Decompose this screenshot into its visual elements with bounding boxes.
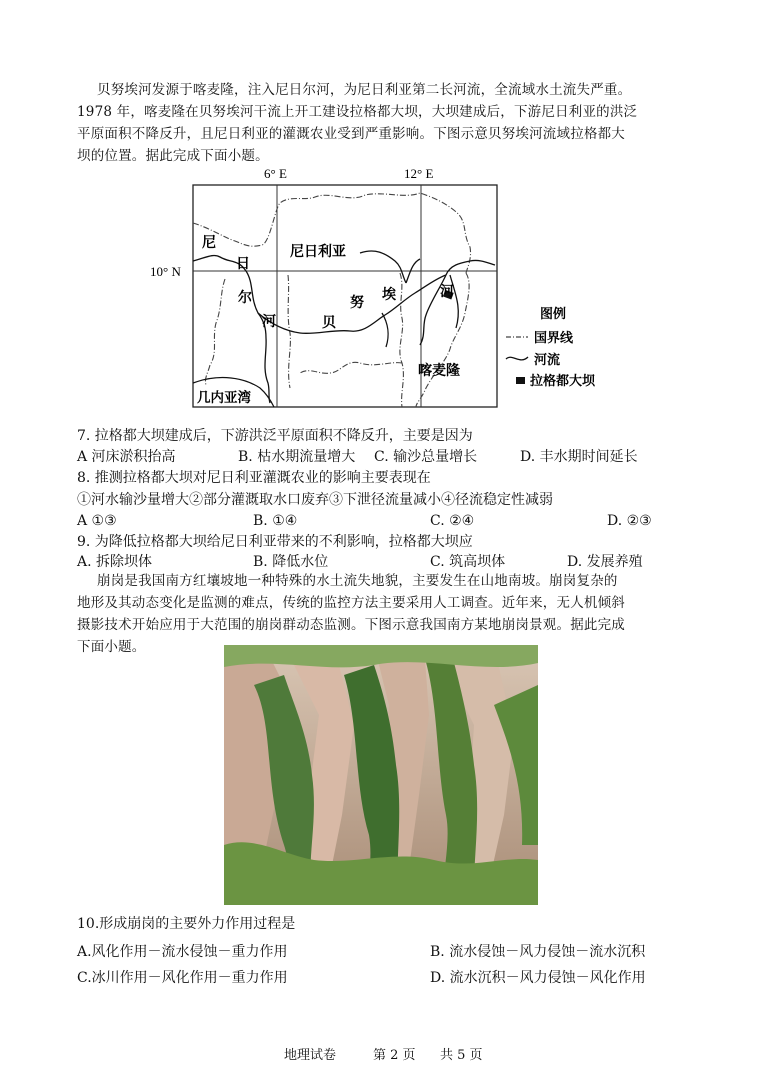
legend-title: 图例 [540, 307, 567, 322]
legend-river-label: 河流 [534, 353, 561, 368]
intro1-line3: 平原面积不降反升，且尼日利亚的灌溉农业受到严重影响。下图示意贝努埃河流域拉格都大 [77, 126, 625, 142]
footer-total: 共 5 页 [440, 1048, 483, 1063]
q9-option-a[interactable]: A. 拆除坝体 [77, 554, 153, 570]
intro1-line4: 坝的位置。据此完成下面小题。 [77, 148, 269, 164]
legend-dam-label: 拉格都大坝 [530, 374, 596, 389]
q7-option-a[interactable]: A 河床淤积抬高 [77, 449, 176, 465]
niger-river-char-3: 尔 [238, 290, 252, 306]
q8-option-a[interactable]: A ①③ [77, 513, 117, 529]
q7-option-d[interactable]: D. 丰水期时间延长 [520, 449, 638, 465]
map-legend [506, 306, 596, 389]
lat-label-10n: 10° N [150, 264, 181, 279]
q7-option-c[interactable]: C. 输沙总量增长 [374, 449, 478, 465]
legend-border-label: 国界线 [534, 331, 574, 346]
intro2-line4: 下面小题。 [77, 639, 146, 655]
q8-option-b[interactable]: B. ①④ [253, 513, 298, 529]
lon-label-12e: 12° E [404, 166, 434, 181]
benue-char-2: 努 [350, 295, 364, 311]
intro1-line2: 1978 年，喀麦隆在贝努埃河干流上开工建设拉格都大坝，大坝建成后，下游尼日利亚的洪泛 [77, 104, 638, 120]
niger-river-char-1: 尼 [202, 235, 216, 251]
benue-char-1: 贝 [322, 315, 336, 331]
q10-option-d[interactable]: D. 流水沉积－风力侵蚀－风化作用 [430, 970, 646, 986]
q10-option-a[interactable]: A.风化作用－流水侵蚀－重力作用 [77, 944, 288, 960]
legend-river-symbol [506, 357, 528, 360]
q9-stem: 9. 为降低拉格都大坝给尼日利亚带来的不利影响，拉格都大坝应 [77, 534, 473, 550]
q10-option-c[interactable]: C.冰川作用－风化作用－重力作用 [77, 970, 288, 986]
footer-page: 第 2 页 [373, 1048, 416, 1063]
q10-option-b[interactable]: B. 流水侵蚀－风力侵蚀－流水沉积 [430, 944, 646, 960]
q8-sub-items: ①河水输沙量增大②部分灌溉取水口废弃③下泄径流量减小④径流稳定性减弱 [77, 492, 553, 508]
q8-stem: 8. 推测拉格都大坝对尼日利亚灌溉农业的影响主要表现在 [77, 470, 431, 486]
benue-river-map [150, 163, 620, 418]
legend-dam-symbol [516, 377, 525, 384]
benue-char-4: 河 [440, 284, 454, 300]
niger-river-char-2: 日 [236, 256, 250, 272]
photo-illustration [224, 645, 538, 905]
q9-option-d[interactable]: D. 发展养殖 [567, 554, 643, 570]
q7-option-b[interactable]: B. 枯水期流量增大 [238, 449, 356, 465]
benggang-landscape-photo [224, 645, 538, 905]
q8-option-d[interactable]: D. ②③ [607, 513, 652, 529]
lon-label-6e: 6° E [264, 166, 287, 181]
niger-river-char-4: 河 [262, 314, 276, 330]
cameroon-label: 喀麦隆 [418, 363, 460, 379]
benue-char-3: 埃 [382, 287, 396, 303]
intro2-line1: 崩岗是我国南方红壤坡地一种特殊的水土流失地貌，主要发生在山地南坡。崩岗复杂的 [97, 573, 618, 589]
gulf-label: 几内亚湾 [197, 390, 251, 406]
intro2-line3: 摄影技术开始应用于大范围的崩岗群动态监测。下图示意我国南方某地崩岗景观。据此完成 [77, 617, 625, 633]
q9-option-b[interactable]: B. 降低水位 [253, 554, 329, 570]
nigeria-label: 尼日利亚 [290, 244, 346, 260]
q9-option-c[interactable]: C. 筑高坝体 [430, 554, 506, 570]
intro1-line1: 贝努埃河发源于喀麦隆，注入尼日尔河，为尼日利亚第二长河流，全流域水土流失严重。 [97, 82, 632, 98]
q7-stem: 7. 拉格都大坝建成后，下游洪泛平原面积不降反升，主要是因为 [77, 428, 473, 444]
q8-option-c[interactable]: C. ②④ [430, 513, 475, 529]
intro2-line2: 地形及其动态变化是监测的难点，传统的监控方法主要采用人工调查。近年来，无人机倾斜 [77, 595, 625, 611]
q10-stem: 10.形成崩岗的主要外力作用过程是 [77, 916, 296, 932]
footer-subject: 地理试卷 [284, 1048, 337, 1063]
